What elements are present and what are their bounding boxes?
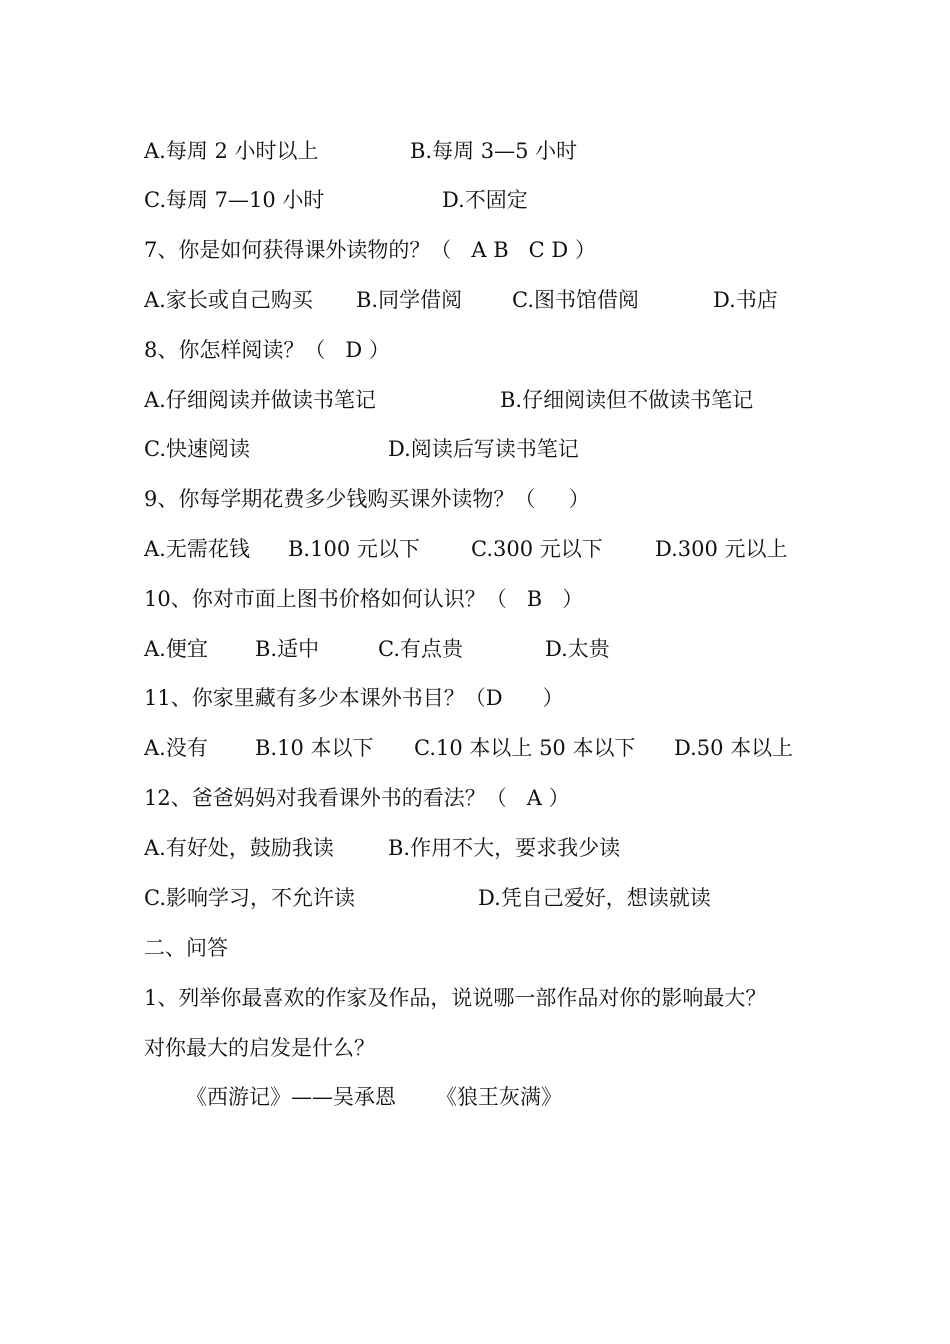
q8-option-c: C.快速阅读	[144, 437, 250, 461]
q11-option-d: D.50 本以上	[674, 736, 794, 760]
q6-option-c: C.每周 7—10 小时	[144, 188, 325, 212]
q10-option-c: C.有点贵	[378, 637, 463, 661]
q9-options-row	[144, 534, 788, 564]
q6-option-b: B.每周 3—5 小时	[410, 139, 578, 163]
q12-option-d: D.凭自己爱好，想读就读	[478, 886, 711, 910]
q7-question: 7、你是如何获得课外读物的？（ A B C D ）	[144, 238, 596, 262]
q12-option-c: C.影响学习，不允许读	[144, 886, 355, 910]
q12-option-b: B.作用不大，要求我少读	[388, 836, 621, 860]
q8-question: 8、你怎样阅读？（ D ）	[144, 338, 390, 362]
q8-option-d: D.阅读后写读书笔记	[388, 437, 579, 461]
q10-option-a: A.便宜	[144, 637, 208, 661]
q11-question: 11、你家里藏有多少本课外书目？（D ）	[144, 686, 564, 710]
q9-option-b: B.100 元以下	[288, 537, 420, 561]
q8-option-b: B.仔细阅读但不做读书笔记	[500, 388, 754, 412]
q10-question: 10、你对市面上图书价格如何认识？（ B ）	[144, 587, 584, 611]
q12-options-row-1	[144, 833, 621, 863]
q7-option-d: D.书店	[713, 288, 778, 312]
q6-option-d: D.不固定	[442, 188, 528, 212]
q7-option-b: B.同学借阅	[356, 288, 463, 312]
q11-option-c: C.10 本以上 50 本以下	[414, 736, 636, 760]
essay-answer: 《西游记》——吴承恩 《狼王灰满》	[186, 1085, 563, 1109]
q8-options-row-2	[144, 434, 579, 464]
q6-options-row-1	[144, 136, 578, 166]
q10-option-d: D.太贵	[545, 637, 610, 661]
q7-options-row	[144, 285, 778, 315]
section-heading: 二、问答	[144, 936, 228, 960]
q7-option-c: C.图书馆借阅	[512, 288, 639, 312]
q8-option-a: A.仔细阅读并做读书笔记	[144, 388, 376, 412]
q11-options-row	[144, 733, 794, 763]
q9-option-d: D.300 元以上	[655, 537, 788, 561]
q11-option-b: B.10 本以下	[255, 736, 374, 760]
q10-options-row	[144, 634, 610, 664]
q12-option-a: A.有好处，鼓励我读	[144, 836, 334, 860]
q9-option-a: A.无需花钱	[144, 537, 250, 561]
q6-option-a: A.每周 2 小时以上	[144, 139, 319, 163]
q11-option-a: A.没有	[144, 736, 208, 760]
essay-question-line-2: 对你最大的启发是什么？	[144, 1036, 375, 1060]
q9-option-c: C.300 元以下	[471, 537, 603, 561]
q12-question: 12、爸爸妈妈对我看课外书的看法？（ A ）	[144, 786, 570, 810]
q12-options-row-2	[144, 883, 711, 913]
q9-question: 9、你每学期花费多少钱购买课外读物？（ ）	[144, 487, 590, 511]
q6-options-row-2	[144, 185, 528, 215]
q10-option-b: B.适中	[255, 637, 320, 661]
q7-option-a: A.家长或自己购买	[144, 288, 313, 312]
essay-question-line-1: 1、列举你最喜欢的作家及作品，说说哪一部作品对你的影响最大？	[144, 986, 767, 1010]
q8-options-row-1	[144, 385, 754, 415]
